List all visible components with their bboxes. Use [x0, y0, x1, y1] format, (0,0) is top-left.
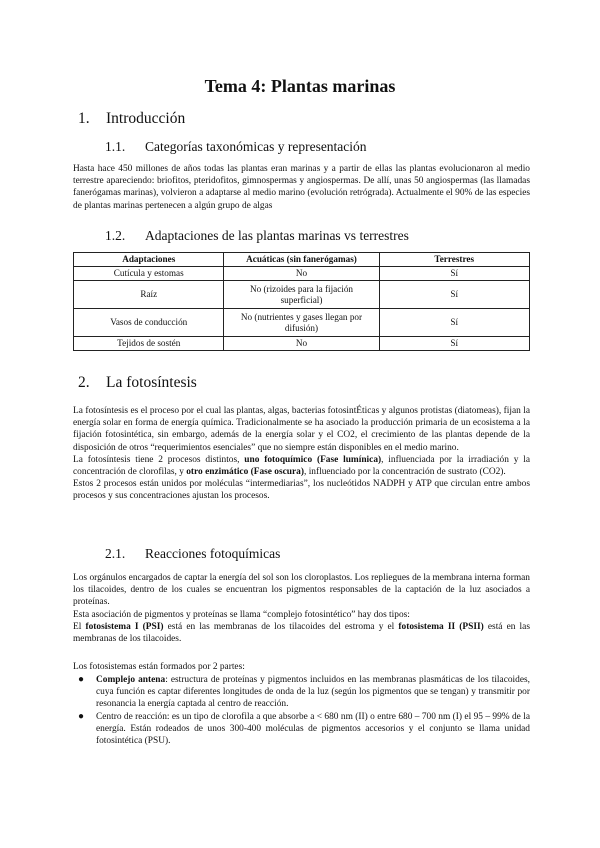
paragraph-text: Hasta hace 450 millones de años todas las plantas eran marinas y a partir de ellas las plantas evolucionaron al medio terrestre apareciendo: briofitos, pteridofitos, gimnospermas y angiospermas. De allí, unas 50 angiospermas (las llamadas fanerógamas marinas), volvieron a adaptarse al medio marino (evolución retrógrada). Actualmente el 90% de las especies de plantas marinas pertenecen a algún grupo de algas — [73, 164, 530, 211]
heading-number: 2.1. — [105, 546, 126, 561]
table-cell: No — [224, 337, 379, 351]
table-row — [74, 337, 530, 351]
paragraph-reacciones — [73, 572, 530, 645]
paragraph-fotosintesis — [73, 405, 530, 503]
heading-text: Categorías taxonómicas y representación — [145, 139, 367, 154]
table-header-cell: Adaptaciones — [74, 253, 224, 267]
bullet-icon: ● — [78, 674, 85, 685]
page-title: Tema 4: Plantas marinas — [204, 76, 396, 96]
paragraph-intro — [73, 163, 530, 212]
paragraph-processes — [73, 454, 530, 478]
bold-term: Complejo antena — [96, 675, 166, 685]
table-cell: Sí — [379, 337, 530, 351]
table-header-cell: Acuáticas (sin fanerógamas) — [224, 253, 379, 267]
table-row — [74, 267, 530, 281]
table-cell: Sí — [379, 267, 530, 281]
text-run: El — [73, 621, 86, 632]
table-cell: Vasos de conducción — [74, 309, 224, 337]
heading-number: 1.2. — [105, 228, 126, 243]
table-header-row — [74, 253, 530, 267]
text-run: está en las membranas de los tilacoides del estroma y el — [163, 621, 399, 632]
table-cell: Raíz — [74, 281, 224, 309]
bold-term: fotosistema II (PSII) — [398, 621, 484, 632]
bold-term: fotosistema I (PSI) — [85, 621, 164, 632]
table-cell: Cutícula y estomas — [74, 267, 224, 281]
heading-number: 2. — [78, 374, 90, 391]
heading-adaptaciones — [105, 228, 409, 244]
list-item — [73, 711, 530, 748]
table-cell: No — [224, 267, 379, 281]
heading-reacciones — [105, 546, 280, 562]
table-cell: No (nutrientes y gases llegan por difusión) — [224, 309, 379, 337]
paragraph-partes — [73, 661, 530, 673]
paragraph-fotosistemas — [73, 621, 530, 645]
paragraph-text: Los orgánulos encargados de captar la energía del sol son los cloroplastos. Los repliegues de la membrana interna forman los tilacoides, dentro de los cuales se encuentran los pigmentos responsables de la captación de la luz asociados a proteínas. — [73, 573, 530, 608]
text-run: está en las membranas de los tilacoides. — [73, 621, 530, 645]
heading-text: Adaptaciones de las plantas marinas vs terrestres — [145, 228, 409, 243]
list-item-text: Centro de reacción: es un tipo de clorofila a que absorbe a < 680 nm (II) o entre 680 – 700 nm (I) el 95 – 99% de la energía. Están rodeados de unos 300-400 moléculas de pigmentos accesorios y el conjunto se llama unidad fotosintética (PSU). — [96, 711, 530, 747]
bullet-list — [73, 674, 530, 747]
paragraph-text: Los fotosistemas están formados por 2 partes: — [73, 662, 245, 672]
text-run: , influenciada por la irradiación y la concentración de clorofilas, y — [73, 454, 530, 478]
paragraph-text: Estos 2 procesos están unidos por moléculas “intermediarias”, los nucleótidos NADPH y ATP que circulan entre ambos procesos y sus concentraciones ajustan los procesos. — [73, 479, 530, 502]
adaptations-table — [73, 252, 530, 351]
table-cell: Sí — [379, 281, 530, 309]
bullet-icon: ● — [78, 710, 85, 722]
bold-term: uno fotoquímico (Fase lumínica) — [244, 454, 382, 465]
text-run: La fotosíntesis tiene 2 procesos distintos, — [73, 454, 245, 465]
heading-categorias — [105, 139, 367, 155]
heading-number: 1. — [78, 110, 90, 127]
heading-text: La fotosíntesis — [106, 374, 197, 391]
heading-number: 1.1. — [105, 139, 126, 154]
heading-text: Introducción — [106, 110, 186, 127]
table-cell: Sí — [379, 309, 530, 337]
paragraph-text: Esta asociación de pigmentos y proteínas se llama “complejo fotosintético” hay dos tipos: — [73, 609, 410, 620]
list-item-text: : estructura de proteínas y pigmentos incluidos en las membranas plasmáticas de los tilacoides, cuya función es captar diferentes longitudes de onda de la luz (según los pigmentos que se tengan) y transmitir por resonancia la energía captada al centro de reacción. — [96, 675, 530, 710]
heading-text: Reacciones fotoquímicas — [145, 546, 281, 561]
paragraph-text: La fotosíntesis es el proceso por el cual las plantas, algas, bacterias fotosintÉticas y algunos protistas (diatomeas), fijan la energía solar en forma de energía química. Tradicionalmente se ha asociado la producción primaria de un ecosistema a la fijación fotosintética, sin embargo, además de la energía solar y el CO2, el crecimiento de las plantas depende de la disposición de otros “requerimientos esenciales” que no siempre están disponibles en el medio marino. — [73, 406, 530, 453]
bold-term: otro enzimático (Fase oscura) — [186, 467, 304, 478]
table-cell: No (rizoides para la fijación superficial) — [224, 281, 379, 309]
list-item — [73, 674, 530, 711]
table-row — [74, 309, 530, 337]
heading-introduccion — [78, 110, 185, 128]
table-row — [74, 281, 530, 309]
table-header-cell: Terrestres — [379, 253, 530, 267]
heading-fotosintesis — [78, 374, 197, 392]
table-cell: Tejidos de sostén — [74, 337, 224, 351]
text-run: , influenciado por la concentración de sustrato (CO2). — [304, 467, 506, 478]
